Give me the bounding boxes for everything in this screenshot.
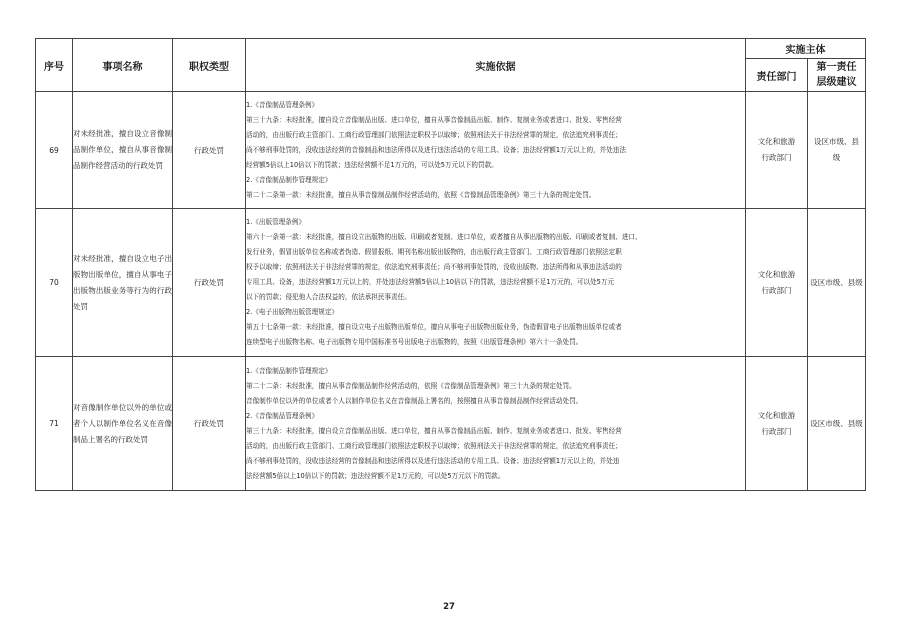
header-item-name: 事项名称 [73,39,173,92]
basis-line: 2.《音像制品制作管理规定》 [246,175,332,184]
page-number: 27 [443,602,455,612]
dept-line: 行政部门 [761,285,792,295]
header-level: 第一责任层级建议 [808,59,866,92]
row-basis [246,209,746,357]
basis-line: 以下的罚款；侵犯他人合法权益的，依法承担民事责任。 [246,293,411,301]
table-row [36,92,866,209]
basis-line: 音像制作单位以外的单位或者个人以制作单位名义在音像制品上署名的，按照擅自从事音像制品制作经营活动处罚。 [246,396,583,405]
basis-line: 第三十九条：未经批准，擅自设立音像制品出版、进口单位，擅自从事音像制品出版、制作、复制业务或者进口、批发、零售经营 [246,115,622,124]
row-basis [246,92,746,209]
level-line: 设区市级、县 [814,137,859,146]
table-row [36,209,866,357]
basis-line: 1.《音像制品制作管理规定》 [246,366,332,375]
row-item-name: 对未经批准，擅自设立音像制品制作单位，擅自从事音像制品制作经营活动的行政处罚 [73,92,173,209]
level-line: 设区市级、县级 [810,277,863,287]
basis-line: 专用工具、设备，违法经营额1万元以上的，并处违法经营额5倍以上10倍以下的罚款，违法经营额不足1万元的，可以处5万元 [246,278,615,286]
basis-line: 第三十九条：未经批准，擅自设立音像制品出版、进口单位，擅自从事音像制品出版、制作、复制业务或者进口、批发、零售经营 [246,426,622,435]
basis-line: 活动的，由出版行政主管部门、工商行政管理部门依照法定职权予以取缔；依照刑法关于非法经营罪的规定，依法追究刑事责任； [246,441,622,450]
row-seq: 70 [36,209,73,357]
header-basis: 实施依据 [246,39,746,92]
basis-line: 尚不够刑事处罚的，没收违法经营的音像制品和违法所得以及进行违法活动的专用工具、设备；违法经营额1万元以上的，并处违 [246,456,620,465]
basis-line: 第五十七条第一款：未经批准，擅自设立电子出版物出版单位，擅自从事电子出版物出版业务，伪造假冒电子出版物出版单位或者 [246,323,622,331]
dept-line: 文化和旅游 [757,137,796,146]
row-level [808,357,866,491]
row-dept [746,357,808,491]
basis-line: 发行业务，假冒出版单位名称或者伪造、假冒报纸、期刊名称出版出版物的，由出版行政主管部门、工商行政管理部门依照法定职 [246,248,622,256]
row-power-type: 行政处罚 [173,209,246,357]
header-power-type: 职权类型 [173,39,246,92]
row-seq: 69 [36,92,73,209]
basis-line: 1.《音像制品管理条例》 [246,100,319,109]
row-item-name: 对音像制作单位以外的单位或者个人以制作单位名义在音像制品上署名的行政处罚 [73,357,173,491]
table-row [36,357,866,491]
row-item-name: 对未经批准，擅自设立电子出版物出版单位，擅自从事电子出版物出版业务等行为的行政处罚 [73,209,173,357]
basis-line: 活动的，由出版行政主管部门、工商行政管理部门依照法定职权予以取缔；依照刑法关于非法经营罪的规定，依法追究刑事责任； [246,130,622,139]
row-level [808,92,866,209]
basis-line: 2.《电子出版物出版管理规定》 [246,308,339,316]
basis-line: 第二十二条第一款：未经批准，擅自从事音像制品制作经营活动的，依照《音像制品管理条例》第三十九条的规定处罚。 [246,190,596,199]
level-line: 级 [832,153,841,162]
header-seq: 序号 [36,39,73,92]
row-dept [746,209,808,357]
basis-line: 1.《出版管理条例》 [246,218,306,226]
row-dept [746,92,808,209]
basis-line: 尚不够刑事处罚的，没收违法经营的音像制品和违法所得以及进行违法活动的专用工具、设备；违法经营额1万元以上的，并处违法 [246,145,627,154]
row-power-type: 行政处罚 [173,357,246,491]
basis-line: 经营额5倍以上10倍以下的罚款；违法经营额不足1万元的，可以处5万元以下的罚款。 [246,160,498,169]
basis-line: 权予以取缔；依照刑法关于非法经营罪的规定，依法追究刑事责任；尚不够刑事处罚的，没收出版物、违法所得和从事违法活动的 [246,263,622,271]
dept-line: 行政部门 [761,426,792,436]
header-subject: 实施主体 [746,39,866,59]
row-basis [246,357,746,491]
level-line: 设区市级、县级 [810,418,863,428]
dept-line: 文化和旅游 [757,269,796,279]
basis-line: 2.《音像制品管理条例》 [246,411,319,420]
enforcement-table [35,38,866,491]
basis-line: 第六十一条第一款：未经批准，擅自设立出版物的出版、印刷或者复制、进口单位，或者擅自从事出版物的出版、印刷或者复制、进口、 [246,233,642,241]
basis-line: 连续型电子出版物名称、电子出版物专用中国标准书号出版电子出版物的，按照《出版管理条例》第六十一条处罚。 [246,338,583,346]
basis-line: 第二十二条：未经批准，擅自从事音像制品制作经营活动的，依照《音像制品管理条例》第三十九条的规定处罚。 [246,381,576,390]
header-dept: 责任部门 [746,59,808,92]
dept-line: 文化和旅游 [757,410,796,420]
row-seq: 71 [36,357,73,491]
basis-line: 法经营额5倍以上10倍以下的罚款；违法经营额不足1万元的，可以处5万元以下的罚款。 [246,471,505,480]
dept-line: 行政部门 [761,153,792,162]
row-power-type: 行政处罚 [173,92,246,209]
row-level [808,209,866,357]
